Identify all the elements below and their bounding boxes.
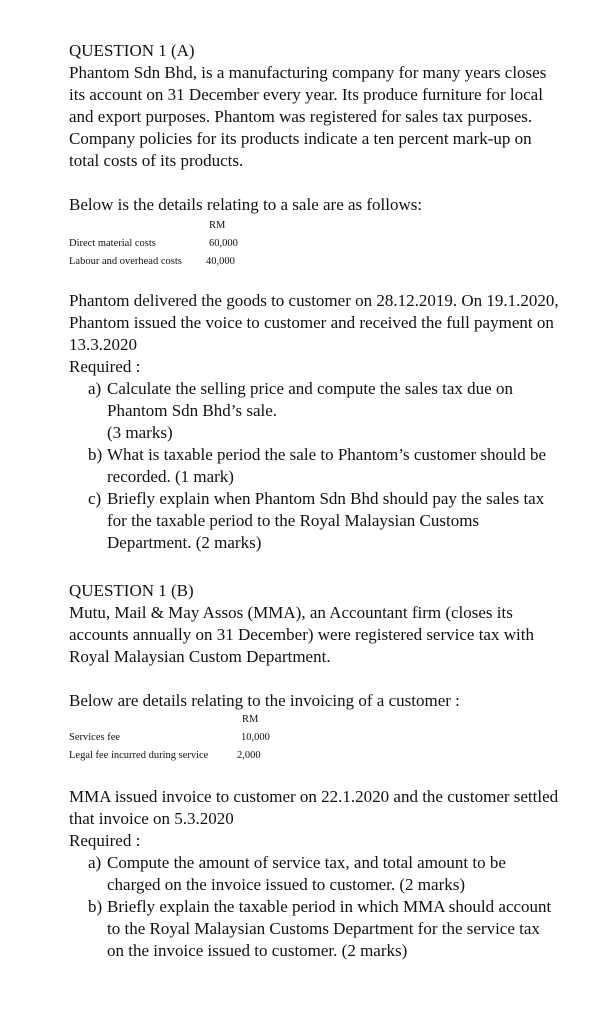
list-item [88,488,558,554]
q1b-row-label: Services fee [69,732,121,743]
req-marks: (3 marks) [107,423,173,442]
table-row [69,747,289,765]
q1b-currency-header: RM [242,714,259,725]
q1b-details-intro: Below are details relating to the invoicing of a customer : [69,691,460,710]
q1a-table-header [69,217,269,235]
q1a-currency-header: RM [209,220,226,231]
q1a-row-value: 60,000 [209,238,238,249]
q1b-title: QUESTION 1 (B) [69,581,194,600]
q1b-row-value: 10,000 [241,732,270,743]
list-item [88,444,558,488]
list-item [88,852,558,896]
q1a-row-label: Labour and overhead costs [69,256,182,267]
req-letter: b) [88,897,103,916]
q1a-facts: Phantom delivered the goods to customer on 28.12.2019. On 19.1.2020, Phantom issued the voice to customer and received the full payment on 13.3.2020 [69,291,559,354]
q1b-row-value: 2,000 [237,750,261,761]
req-body: Briefly explain when Phantom Sdn Bhd should pay the sales tax for the taxable period to the Royal Malaysian Customs Department. (2 marks) [107,489,545,552]
q1a-intro: Phantom Sdn Bhd, is a manufacturing company for many years closes its account on 31 December every year. Its produce furniture for local and export purposes. Phantom was registered for sales tax purposes. Company policies for its products indicate a ten percent mark-up on total costs of its products. [69,63,547,170]
table-row [69,729,289,747]
req-text [107,378,558,444]
q1a-required-label: Required : [69,357,141,376]
req-body: Calculate the selling price and compute the sales tax due on Phantom Sdn Bhd’s sale. [107,379,513,420]
list-item [88,378,558,444]
q1a-row-value: 40,000 [206,256,235,267]
q1a-title: QUESTION 1 (A) [69,41,195,60]
q1b-requirements-list [88,852,558,962]
q1b-row-label: Legal fee incurred during service [69,750,209,761]
list-item [88,896,558,962]
q1a-row-label: Direct material costs [69,238,156,249]
req-body: What is taxable period the sale to Phantom’s customer should be recorded. (1 mark) [107,445,547,486]
req-body: Briefly explain the taxable period in which MMA should account to the Royal Malaysian Customs Department for the service tax on the invoice issued to customer. (2 marks) [107,897,552,960]
q1b-intro: Mutu, Mail & May Assos (MMA), an Accountant firm (closes its accounts annually on 31 December) were registered service tax with Royal Malaysian Custom Department. [69,603,534,666]
q1a-details-intro: Below is the details relating to a sale are as follows: [69,195,423,214]
req-letter: c) [88,489,102,508]
req-letter: a) [88,379,102,398]
q1b-required-label: Required : [69,831,141,850]
q1a-cost-table [69,217,269,271]
req-letter: a) [88,853,102,872]
req-letter: b) [88,445,103,464]
table-row [69,235,269,253]
q1a-requirements-list [88,378,558,554]
q1b-table-header [69,711,289,729]
table-row [69,253,269,271]
q1b-facts: MMA issued invoice to customer on 22.1.2020 and the customer settled that invoice on 5.3.2020 [69,787,559,828]
req-body: Compute the amount of service tax, and total amount to be charged on the invoice issued to customer. (2 marks) [107,853,506,894]
q1b-fee-table [69,711,289,765]
